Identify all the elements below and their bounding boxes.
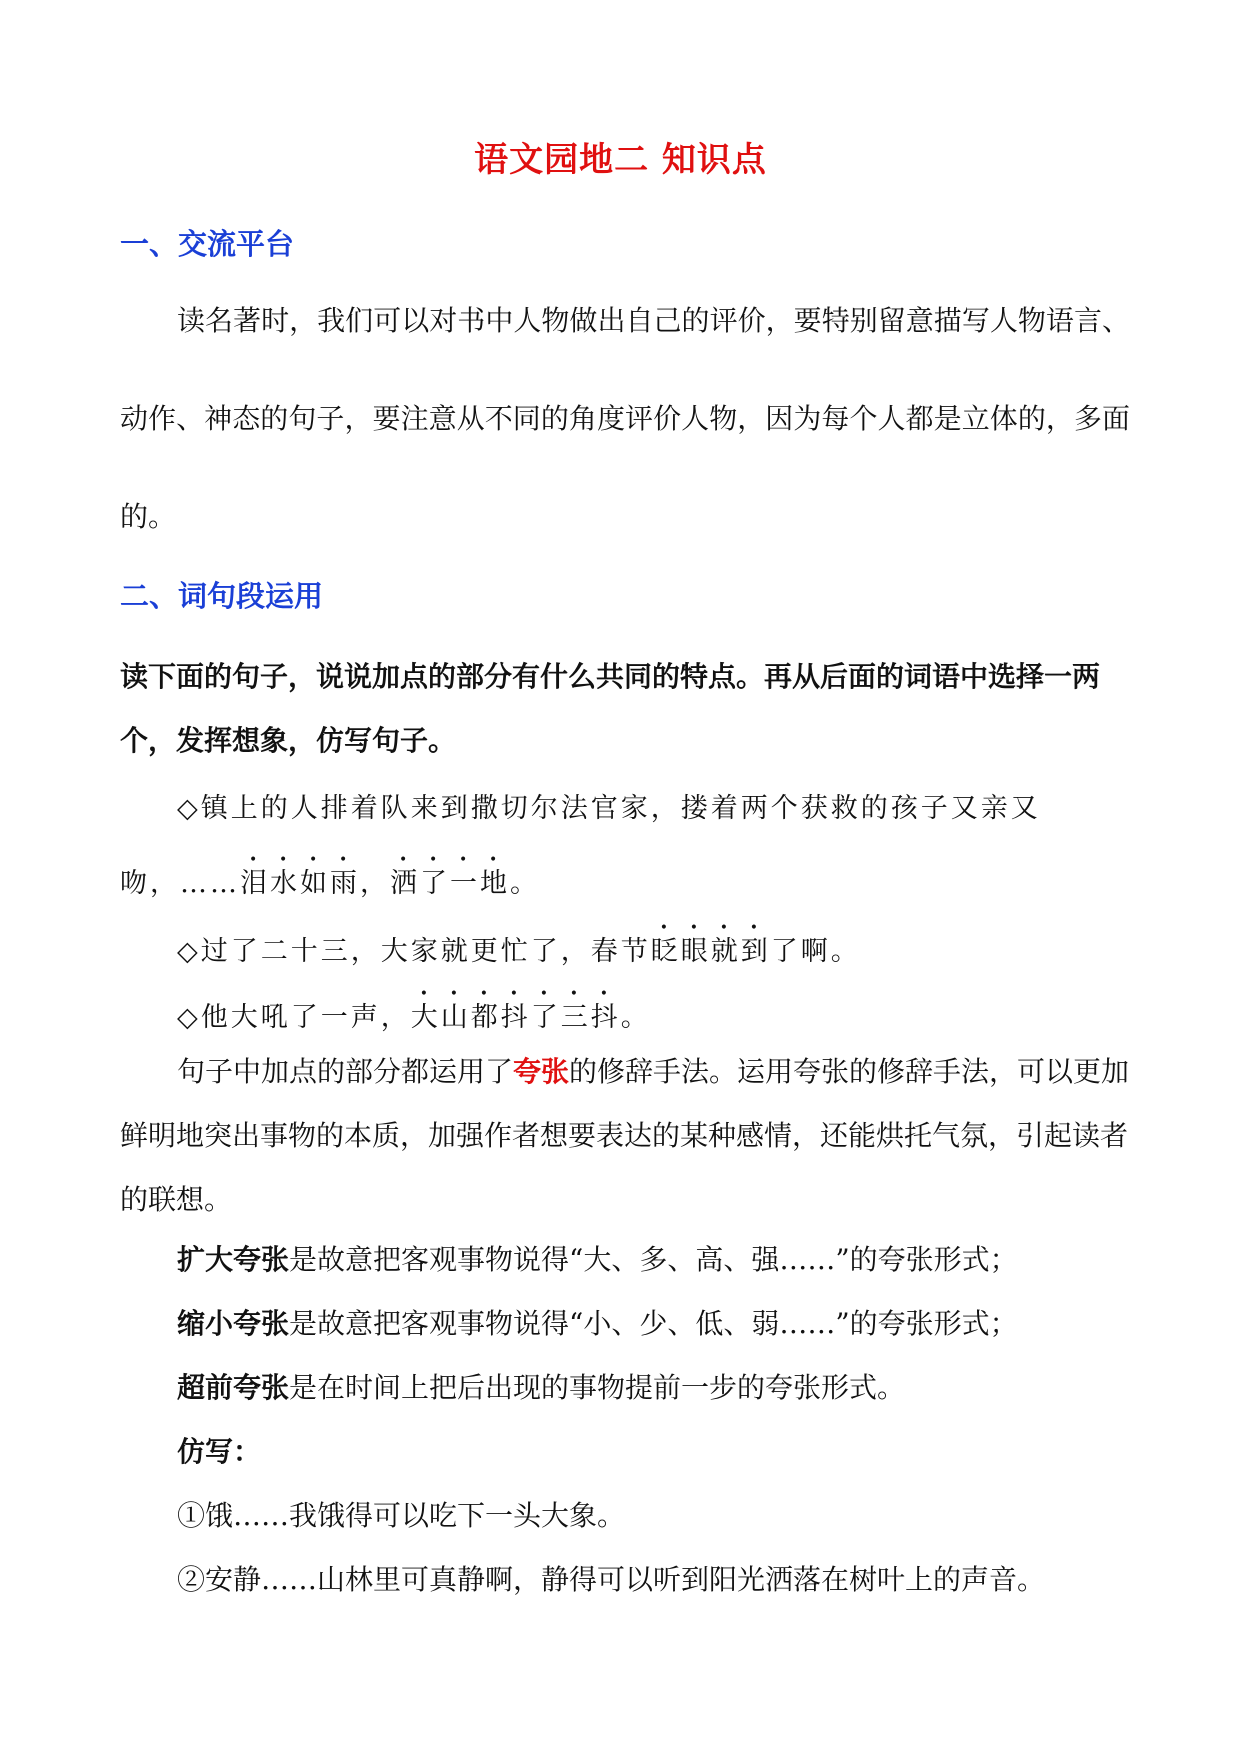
example-2-end: 了啊。: [770, 936, 861, 967]
section-heading-usage: 二、词句段运用: [120, 579, 324, 613]
dotted-phrase: 洒了一地: [390, 868, 510, 899]
type-desc: 是故意把客观事物说得“大、多、高、强……”的夸张形式；: [289, 1243, 1018, 1276]
example-2-text: ◇过了二十三，大家就更忙了，春节: [177, 936, 651, 967]
task-instruction: 读下面的句子，说说加点的部分有什么共同的特点。再从后面的词语中选择一两个，发挥想象，仿写句子。: [120, 660, 1101, 757]
example-1-comma: ，: [360, 868, 390, 899]
example-sentence-1-line-2: [120, 852, 540, 900]
hyperbole-type-2: [177, 1302, 1018, 1342]
hyperbole-type-1: [177, 1238, 1018, 1278]
section-heading-exchange: 一、交流平台: [120, 227, 295, 261]
example-1-end: 。: [510, 868, 540, 899]
example-1-text: 吻，……: [120, 868, 240, 899]
example-3-end: 。: [620, 1002, 651, 1033]
type-term: 超前夸张: [177, 1371, 290, 1404]
highlight-term: 夸张: [513, 1055, 570, 1088]
explanation-text-rest: 的修辞手法。运用夸张的修辞手法，可以更加鲜明地突出事物的本质，加强作者想要表达的某种感情，还能烘托气氛，引起读者的联想。: [120, 1055, 1130, 1216]
example-sentence-3: [177, 986, 651, 1034]
type-desc: 是在时间上把后出现的事物提前一步的夸张形式。: [289, 1371, 906, 1404]
type-term: 缩小夸张: [177, 1307, 290, 1340]
dotted-phrase: 大山都抖了三抖: [410, 1002, 621, 1033]
dotted-phrase: 眨眼就到: [650, 936, 771, 967]
explanation-paragraph: [120, 1040, 1130, 1232]
example-sentence-2: [177, 920, 861, 968]
page-title: 语文园地二 知识点: [474, 140, 767, 180]
type-desc: 是故意把客观事物说得“小、少、低、弱……”的夸张形式；: [289, 1307, 1018, 1340]
example-sentence-1-line-1: ◇镇上的人排着队来到撒切尔法官家，搂着两个获救的孩子又亲又: [177, 793, 1041, 824]
imitation-item-1: ①饿……我饿得可以吃下一头大象。: [177, 1499, 626, 1532]
example-3-text: ◇他大吼了一声，: [177, 1002, 411, 1033]
exchange-paragraph: 读名著时，我们可以对书中人物做出自己的评价，要特别留意描写人物语言、动作、神态的句子，要注意从不同的角度评价人物，因为每个人都是立体的，多面的。: [120, 304, 1130, 533]
hyperbole-type-3: [177, 1366, 905, 1406]
explanation-text: 句子中加点的部分都运用了: [177, 1055, 514, 1088]
imitation-label: 仿写：: [177, 1435, 262, 1468]
imitation-item-2: ②安静……山林里可真静啊，静得可以听到阳光洒落在树叶上的声音。: [177, 1563, 1046, 1596]
type-term: 扩大夸张: [177, 1243, 290, 1276]
dotted-phrase: 泪水如雨: [240, 868, 360, 899]
